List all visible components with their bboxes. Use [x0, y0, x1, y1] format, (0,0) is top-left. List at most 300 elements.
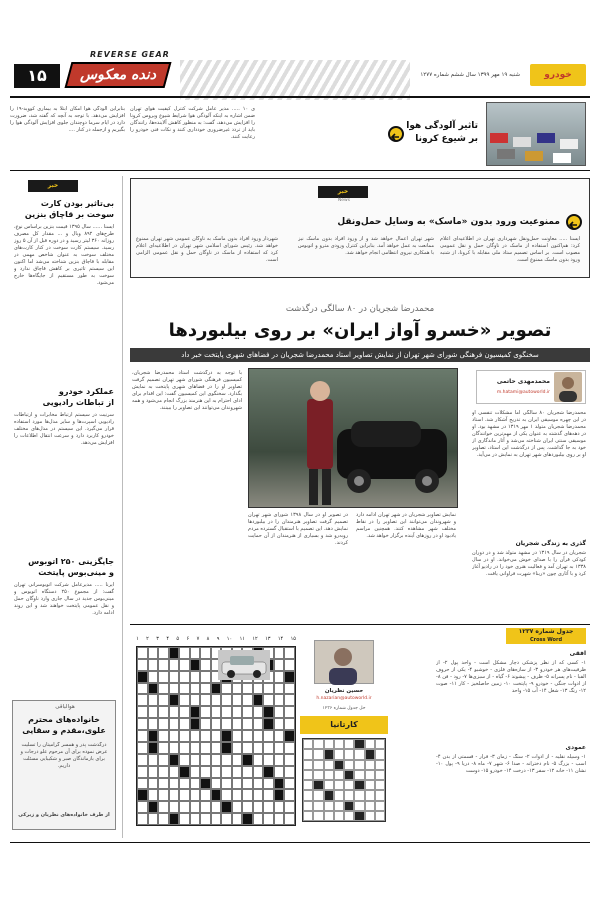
crossword-cell[interactable]	[221, 789, 232, 801]
crossword-cell[interactable]	[284, 742, 295, 754]
crossword-cell[interactable]	[169, 754, 180, 766]
crossword-cell[interactable]	[284, 754, 295, 766]
crossword-cell[interactable]	[242, 766, 253, 778]
crossword-cell[interactable]	[242, 801, 253, 813]
crossword-cell[interactable]	[158, 647, 169, 659]
crossword-cell[interactable]	[200, 801, 211, 813]
crossword-cell[interactable]	[242, 754, 253, 766]
crossword-cell[interactable]	[148, 778, 159, 790]
solution-cell	[334, 801, 344, 811]
crossword-cell[interactable]	[190, 706, 201, 718]
crossword-cell[interactable]	[211, 742, 222, 754]
crossword-cell[interactable]	[284, 730, 295, 742]
feature-kicker: محمدرضا شجریان در ۸۰ سالگی درگذشت	[285, 304, 435, 314]
crossword-cell[interactable]	[232, 778, 243, 790]
crossword-cell[interactable]	[190, 659, 201, 671]
solution-cell	[324, 780, 334, 790]
crossword-cell[interactable]	[284, 683, 295, 695]
crossword-cell[interactable]	[200, 694, 211, 706]
crossword-cell[interactable]	[190, 694, 201, 706]
crossword-cell[interactable]	[274, 730, 285, 742]
crossword-cell[interactable]	[158, 706, 169, 718]
car-icon	[485, 103, 585, 167]
crossword-cell[interactable]	[190, 789, 201, 801]
crossword-cell[interactable]	[200, 718, 211, 730]
crossword-cell[interactable]	[137, 706, 148, 718]
solution-grid	[302, 738, 386, 822]
crossword-cell[interactable]	[284, 778, 295, 790]
designer-name: حسین نظریان	[324, 688, 364, 694]
crossword-cell[interactable]	[274, 766, 285, 778]
crossword-cell[interactable]	[148, 659, 159, 671]
author-avatar	[554, 372, 582, 402]
crossword-cell[interactable]	[148, 730, 159, 742]
solution-cell	[334, 811, 344, 821]
solution-cell	[344, 739, 354, 749]
crossword-cell[interactable]	[274, 671, 285, 683]
crossword-cell[interactable]	[148, 683, 159, 695]
crossword-cell[interactable]	[200, 706, 211, 718]
crossword-cell[interactable]	[190, 754, 201, 766]
condolence-body: درگذشت پدر و همسر گرامیتان را تسلیت عرض نموده برای آن مرحوم علو درجات و برای بازماندگان صبر و شکیبایی مسئلت داریم.	[20, 742, 108, 769]
karname-label: کارتانیا	[300, 716, 388, 734]
crossword-cell[interactable]	[232, 730, 243, 742]
solution-cell	[313, 801, 323, 811]
crossword-cell[interactable]	[253, 706, 264, 718]
crossword-cell[interactable]	[274, 694, 285, 706]
column-number: ۶	[186, 636, 190, 642]
solution-cell	[324, 801, 334, 811]
feature-col-below2: نمایش تصاویر شجریان در شهر تهران ادامه دارد و شهروندان می‌توانند این تصاویر را در نقاط مختلف شهر مشاهده کنند. همچنین مراسم یادبود او در روزهای آینده برگزار خواهد شد.	[356, 512, 456, 539]
crossword-cell[interactable]	[169, 766, 180, 778]
person-icon	[313, 641, 373, 685]
solution-cell	[313, 790, 323, 800]
crossword-cell[interactable]	[284, 706, 295, 718]
crossword-cell[interactable]	[274, 789, 285, 801]
column-number: ۱۲	[252, 636, 258, 642]
crossword-cell[interactable]	[221, 730, 232, 742]
crossword-cell[interactable]	[274, 647, 285, 659]
crossword-cell[interactable]	[284, 718, 295, 730]
solution-cell	[344, 780, 354, 790]
crossword-cell[interactable]	[190, 742, 201, 754]
crossword-cell[interactable]	[169, 659, 180, 671]
crossword-cell[interactable]	[137, 766, 148, 778]
solution-cell	[354, 790, 364, 800]
crossword-cell[interactable]	[169, 789, 180, 801]
crossword-cell[interactable]	[242, 730, 253, 742]
crossword-cell[interactable]	[232, 801, 243, 813]
crossword-cell[interactable]	[211, 683, 222, 695]
crossword-cell[interactable]	[137, 778, 148, 790]
crossword-cell[interactable]	[137, 671, 148, 683]
crossword-cell[interactable]	[158, 730, 169, 742]
column-rule	[122, 176, 123, 838]
solution-cell	[365, 780, 375, 790]
crossword-cell[interactable]	[169, 801, 180, 813]
crossword-cell[interactable]	[263, 813, 274, 825]
crossword-cell[interactable]	[232, 766, 243, 778]
crossword-cell[interactable]	[274, 683, 285, 695]
crossword-cell[interactable]	[158, 789, 169, 801]
crossword-cell[interactable]	[137, 694, 148, 706]
crossword-cell[interactable]	[169, 778, 180, 790]
crossword-cell[interactable]	[211, 694, 222, 706]
crossword-cell[interactable]	[263, 730, 274, 742]
crossword-cell[interactable]	[253, 801, 264, 813]
crossword-cell[interactable]	[253, 694, 264, 706]
column-number: ۱۰	[226, 636, 233, 642]
section-title: دنده معکوس	[80, 67, 156, 83]
crossword-cell[interactable]	[221, 778, 232, 790]
crossword-cell[interactable]	[221, 813, 232, 825]
column-number: ۲	[146, 636, 149, 642]
crossword-cell[interactable]	[242, 778, 253, 790]
crossword-cell[interactable]	[148, 813, 159, 825]
solution-cell	[344, 790, 354, 800]
arrow-left-icon	[566, 214, 582, 230]
solution-cell	[375, 760, 385, 770]
crossword-cell[interactable]	[263, 801, 274, 813]
crossword-cell[interactable]	[200, 766, 211, 778]
column-number: ۱	[136, 636, 139, 642]
crossword-cell[interactable]	[263, 718, 274, 730]
crossword-cell[interactable]	[148, 694, 159, 706]
column-number: ۸	[206, 636, 210, 642]
solution-cell	[303, 749, 313, 759]
crossword-cell[interactable]	[137, 742, 148, 754]
crossword-cell[interactable]	[211, 813, 222, 825]
solution-cell	[313, 760, 323, 770]
crossword-cell[interactable]	[169, 683, 180, 695]
solution-cell	[375, 811, 385, 821]
crossword-cell[interactable]	[169, 730, 180, 742]
news-left2-title	[14, 386, 114, 408]
crossword-cell[interactable]	[190, 718, 201, 730]
crossword-cell[interactable]	[274, 778, 285, 790]
crossword-cell[interactable]	[137, 801, 148, 813]
news-left3-title	[14, 556, 114, 578]
crossword-cell[interactable]	[253, 683, 264, 695]
crossword-cell[interactable]	[148, 671, 159, 683]
author-name: محمدمهدی حاتمی	[496, 378, 550, 385]
crossword-cell[interactable]	[221, 706, 232, 718]
column-number: ۴	[166, 636, 170, 642]
feature-subhead: سخنگوی کمیسیون فرهنگی شورای شهر تهران از نمایش تصاویر استاد محمدرضا شجریان در فضاهای شهری پایتخت خبر داد	[130, 348, 590, 362]
car-icon	[218, 650, 270, 680]
crossword-cell[interactable]	[179, 754, 190, 766]
crossword-cell[interactable]	[200, 659, 211, 671]
crossword-cell[interactable]	[200, 742, 211, 754]
crossword-cell[interactable]	[263, 694, 274, 706]
crossword-cell[interactable]	[274, 718, 285, 730]
crossword-cell[interactable]	[158, 813, 169, 825]
crossword-cell[interactable]	[158, 671, 169, 683]
crossword-cell[interactable]	[179, 683, 190, 695]
author-email: m.hatami@autoworld.ir	[496, 390, 550, 395]
crossword-cell[interactable]	[158, 801, 169, 813]
solution-cell	[303, 811, 313, 821]
crossword-cell[interactable]	[211, 718, 222, 730]
crossword-cell[interactable]	[190, 778, 201, 790]
crossword-cell[interactable]	[179, 706, 190, 718]
crossword-rule	[130, 624, 590, 625]
crossword-cell[interactable]	[284, 789, 295, 801]
solution-cell	[303, 739, 313, 749]
crossword-cell[interactable]	[200, 813, 211, 825]
solution-cell	[375, 739, 385, 749]
crossword-cell[interactable]	[158, 694, 169, 706]
crossword-cell[interactable]	[242, 789, 253, 801]
crossword-cell[interactable]	[284, 659, 295, 671]
crossword-cell[interactable]	[263, 789, 274, 801]
crossword-cell[interactable]	[253, 730, 264, 742]
crossword-cell[interactable]	[169, 671, 180, 683]
crossword-cell[interactable]	[190, 647, 201, 659]
top-story-col1: ی ۱۰ ..... مدیر عامل شرکت کنترل کیفیت هوای تهران ضمن اشاره به اینکه آلودگی هوا شرایط شیوع ویروس کرونا را افزایش می‌دهد، گفت: به منظور کاهش آلاینده‌ها، رانندگان باید از تردد غیرضروری خودداری کنند و نکات فنی خودرو را رعایت کنند.	[130, 106, 255, 140]
crossword-cell[interactable]	[179, 742, 190, 754]
column-number: ۱۱	[239, 636, 245, 642]
crossword-cell[interactable]	[137, 754, 148, 766]
crossword-cell[interactable]	[242, 706, 253, 718]
crossword-cell[interactable]	[148, 706, 159, 718]
solution-cell	[375, 801, 385, 811]
crossword-cell[interactable]	[274, 801, 285, 813]
crossword-cell[interactable]	[179, 778, 190, 790]
crossword-cell[interactable]	[200, 789, 211, 801]
solution-cell	[324, 749, 334, 759]
crossword-cell[interactable]	[148, 718, 159, 730]
solution-cell	[344, 749, 354, 759]
solution-cell	[313, 770, 323, 780]
crossword-cell[interactable]	[274, 754, 285, 766]
solution-cell	[344, 801, 354, 811]
crossword-cell[interactable]	[263, 742, 274, 754]
crossword-cell[interactable]	[179, 801, 190, 813]
crossword-cell[interactable]	[169, 742, 180, 754]
crossword-cell[interactable]	[137, 730, 148, 742]
crossword-cell[interactable]	[221, 754, 232, 766]
condolence-title-l1: خانواده‌های محترم	[28, 715, 100, 724]
crossword-cell[interactable]	[211, 801, 222, 813]
crossword-cell[interactable]	[211, 730, 222, 742]
crossword-cell[interactable]	[190, 730, 201, 742]
crossword-cell[interactable]	[179, 718, 190, 730]
crossword-cell[interactable]	[158, 718, 169, 730]
crossword-cell[interactable]	[221, 801, 232, 813]
crossword-cell[interactable]	[253, 754, 264, 766]
arrow-left-icon	[388, 126, 404, 142]
crossword-cell[interactable]	[148, 742, 159, 754]
crossword-cell[interactable]	[253, 718, 264, 730]
crossword-cell[interactable]	[284, 647, 295, 659]
crossword-cell[interactable]	[179, 647, 190, 659]
solution-cell	[344, 760, 354, 770]
crossword-cell[interactable]	[284, 813, 295, 825]
crossword-cell[interactable]	[190, 671, 201, 683]
crossword-cell[interactable]	[221, 694, 232, 706]
crossword-cell[interactable]	[242, 694, 253, 706]
issue-line: شنبه ۱۹ مهر ۱۳۹۹ سال ششم شماره ۱۲۷۷	[420, 72, 520, 78]
crossword-cell[interactable]	[232, 789, 243, 801]
down-clues: ۱- وسیله نقلیه - از ادوات ۲- سنگ - زمان ۳- فرار - قسمتی از بدن ۴- اسب - بزرگ ۵- نام دخترانه - صدا ۶- شهر ۷- ماه ۸- دریا ۹- پول ۱۰- نشان ۱۱- خانه ۱۲- سفر ۱۳- درخت ۱۴- خودرو ۱۵- دوست	[436, 754, 586, 774]
news-left1-title-l2: سوخت بر قاچاق بنزین	[24, 210, 114, 219]
crossword-cell[interactable]	[137, 647, 148, 659]
crossword-cell[interactable]	[263, 683, 274, 695]
solution-cell	[313, 739, 323, 749]
crossword-cell[interactable]	[158, 659, 169, 671]
solution-cell	[365, 790, 375, 800]
crossword-cell[interactable]	[158, 742, 169, 754]
crossword-cell[interactable]	[179, 813, 190, 825]
solution-cell	[354, 780, 364, 790]
crossword-cell[interactable]	[169, 813, 180, 825]
crossword-cell[interactable]	[169, 706, 180, 718]
crossword-cell[interactable]	[137, 659, 148, 671]
across-clues: ۱- کسی که از نظر پزشکی دچار مشکل است - واحد پول ۲- از ظرفیت‌های هر خودرو ۳- از سازه‌های فلزی - خوشبو ۴- یکی از حروف الفبا - نام پسرانه ۵- ظرف - پیشوند ۶- گیاه - از سبزی‌ها ۷- رود - فن ۸- از ادوات جنگی - خودرو ۹- پایتخت ۱۰- زمین حاصلخیز - کار ۱۱- صوت ۱۲- رنگ ۱۳- شغل ۱۴- آب ۱۵- واحد	[436, 660, 586, 694]
crossword-cell[interactable]	[253, 742, 264, 754]
solution-cell	[365, 749, 375, 759]
solution-cell	[303, 770, 313, 780]
crossword-cell[interactable]	[200, 671, 211, 683]
crossword-cell[interactable]	[211, 778, 222, 790]
crossword-cell[interactable]	[137, 683, 148, 695]
solution-cell	[324, 811, 334, 821]
solution-cell	[334, 749, 344, 759]
crossword-cell[interactable]	[232, 718, 243, 730]
crossword-cell[interactable]	[179, 671, 190, 683]
footer-rule	[10, 842, 590, 843]
crossword-cell[interactable]	[211, 766, 222, 778]
crossword-cell[interactable]	[253, 778, 264, 790]
solution-cell	[365, 801, 375, 811]
crossword-cell[interactable]	[179, 789, 190, 801]
top-story-title	[406, 120, 478, 146]
column-number: ۱۴	[277, 636, 284, 642]
solution-cell	[354, 749, 364, 759]
mask-news-col2: شهر تهران اعمال خواهد شد و از ورود افراد بدون ماسک نیز ممانعت به عمل خواهد آمد. بنابراین کنترل ورودی مترو و اتوبوس با همکاری نیروی انتظامی انجام خواهد شد.	[298, 236, 434, 256]
crossword-cell[interactable]	[200, 778, 211, 790]
crossword-cell[interactable]	[221, 766, 232, 778]
across-title: افقی	[569, 650, 586, 657]
crossword-cell[interactable]	[190, 813, 201, 825]
news-tag: خبر	[28, 180, 78, 192]
crossword-cell[interactable]	[284, 694, 295, 706]
crossword-cell[interactable]	[179, 659, 190, 671]
crossword-cell[interactable]	[200, 683, 211, 695]
crossword-cell[interactable]	[179, 730, 190, 742]
crossword-cell[interactable]	[148, 754, 159, 766]
crossword-cell[interactable]	[169, 694, 180, 706]
crossword-cell[interactable]	[263, 706, 274, 718]
column-number: ۱۳	[265, 636, 271, 642]
crossword-cell[interactable]	[253, 789, 264, 801]
feature-col-below: در تصویر او در سال ۱۳۹۸ شورای شهر تهران تصمیم گرفت تصاویر هنرمندان را در بیلبوردها نمایش دهد. این تصمیم با استقبال گسترده مردم روبه‌رو شد و بسیاری از هنرمندان از آن حمایت کردند.	[248, 512, 348, 546]
crossword-cell[interactable]	[200, 754, 211, 766]
solution-cell	[375, 790, 385, 800]
crossword-cell[interactable]	[179, 694, 190, 706]
crossword-cell[interactable]	[221, 718, 232, 730]
crossword-cell[interactable]	[200, 730, 211, 742]
crossword-cell[interactable]	[211, 706, 222, 718]
solution-cell	[354, 739, 364, 749]
crossword-cell[interactable]	[200, 647, 211, 659]
crossword-cell[interactable]	[211, 754, 222, 766]
crossword-cell[interactable]	[190, 801, 201, 813]
solution-cell	[303, 780, 313, 790]
solution-cell	[324, 760, 334, 770]
crossword-cell[interactable]	[232, 683, 243, 695]
crossword-cell[interactable]	[232, 742, 243, 754]
crossword-cell[interactable]	[158, 778, 169, 790]
crossword-cell[interactable]	[221, 742, 232, 754]
news-left1-body: ایسنا ...... سال ۱۳۹۵ قیمت بنزین براساس نوع، طرح‌های ۸۹۲ ویال و ... مقدار کل مصرف روزانه ۳۶۰ لیتر رسید و در دوره قبل از آن ۵ روز رسید. سیستم کارت سوخت در کنار کارت‌های مختلف سوخت به عنوان شاخص مهمی در مقابله با قاچاق بنزین شناخته می‌شد اما اکنون این سیستم تاثیری بر کاهش قاچاق ندارد و سوخت به طور مستقیم از جایگاه‌ها خارج می‌شود.	[14, 224, 114, 286]
crossword-cell[interactable]	[169, 647, 180, 659]
mask-news-col3: ایسنا ..... معاونت حمل‌ونقل شهرداری تهران در اطلاعیه‌ای اعلام کرد: هم‌اکنون استفاده از ماسک در ناوگان حمل و نقل عمومی مصوب است. بر اساس تصمیم ستاد ملی مقابله با کرونا، از شنبه ورود بدون ماسک ممنوع است.	[440, 236, 580, 263]
crossword-cell[interactable]	[253, 813, 264, 825]
crossword-cell[interactable]	[158, 683, 169, 695]
header-rule	[10, 96, 590, 98]
condolence-title-l2: علوی،مقدم و سقایی	[22, 726, 106, 735]
down-title: عمودی	[565, 744, 586, 751]
crossword-cell[interactable]	[232, 706, 243, 718]
crossword-cell[interactable]	[242, 683, 253, 695]
crossword-cell[interactable]	[169, 718, 180, 730]
crossword-cell[interactable]	[190, 683, 201, 695]
crossword-cell[interactable]	[242, 742, 253, 754]
crossword-cell[interactable]	[137, 718, 148, 730]
crossword-cell[interactable]	[284, 801, 295, 813]
feature-col-right: محمدرضا شجریان ۸۰ سالگی اما مشکلات تنفسی او در این چهره موسیقی ایران به تدریج آشکار شد. استاد محمدرضا شجریان متولد ۱ مهر ۱۳۱۹ در مشهد بود. او در دهه‌های گذشته به عنوان یکی از مهم‌ترین خوانندگان موسیقی سنتی ایران شناخته می‌شد و آثار ماندگاری از خود به جا گذاشت. پس از درگذشت این استاد، تصاویر او بر روی بیلبوردهای شهر تهران به نمایش در می‌آید.	[472, 410, 586, 458]
crossword-cell[interactable]	[221, 683, 232, 695]
news-left2-title-l2: از تباطات رادیویی	[42, 398, 114, 407]
crossword-cell[interactable]	[263, 766, 274, 778]
solution-cell	[313, 780, 323, 790]
crossword-cell[interactable]	[284, 766, 295, 778]
crossword-cell[interactable]	[179, 766, 190, 778]
crossword-cell[interactable]	[263, 778, 274, 790]
crossword-cell[interactable]	[137, 813, 148, 825]
crossword-cell[interactable]	[148, 789, 159, 801]
crossword-cell[interactable]	[253, 766, 264, 778]
crossword-cell[interactable]	[284, 671, 295, 683]
feature-headline: تصویر «خسرو آواز ایران» بر روی بیلبوردها	[168, 320, 552, 341]
crossword-cell[interactable]	[148, 801, 159, 813]
crossword-cell[interactable]	[158, 754, 169, 766]
crossword-cell[interactable]	[232, 754, 243, 766]
solution-cell	[344, 770, 354, 780]
top-story-title-l2: بر شیوع کرونا	[415, 134, 478, 144]
designer-email: h.nazarian@autoworld.ir	[316, 696, 372, 701]
crossword-cell[interactable]	[242, 718, 253, 730]
crossword-cell[interactable]	[211, 789, 222, 801]
crossword-cell[interactable]	[232, 813, 243, 825]
crossword-cell[interactable]	[242, 813, 253, 825]
crossword-cell[interactable]	[232, 694, 243, 706]
crossword-cell[interactable]	[274, 706, 285, 718]
crossword-cell[interactable]	[148, 766, 159, 778]
top-story-title-l1: تاثیر آلودگی هوا	[406, 121, 478, 131]
top-story-col2: بنابراین آلودگی هوا امکان ابتلا به بیماری کووید-۱۹ را افزایش می‌دهد. با توجه به آنچه که گفته شد، ضرورت دارد در ایام سرما دوچندان جلوی افزایش آلودگی هوا را بگیریم و ازجمله در کنار ....	[10, 106, 125, 133]
crossword-cell[interactable]	[274, 742, 285, 754]
crossword-cell[interactable]	[137, 789, 148, 801]
crossword-cell[interactable]	[274, 659, 285, 671]
crossword-cell[interactable]	[274, 813, 285, 825]
crossword-cell[interactable]	[190, 766, 201, 778]
crossword-cell[interactable]	[158, 766, 169, 778]
crossword-cell[interactable]	[263, 754, 274, 766]
crossword-cell[interactable]	[148, 647, 159, 659]
